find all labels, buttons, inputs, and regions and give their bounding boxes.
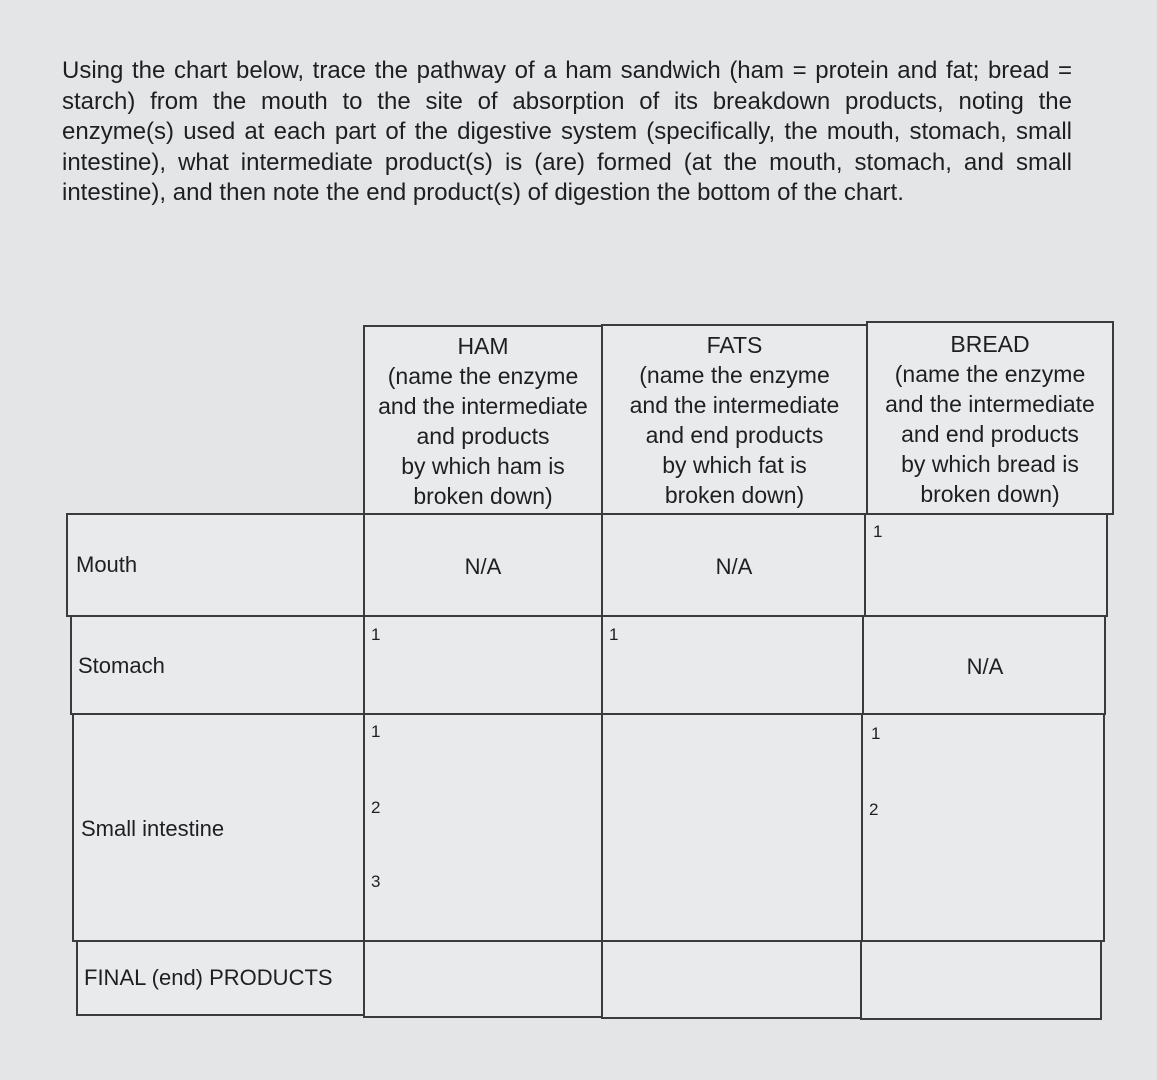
cell-final-ham (363, 940, 603, 1018)
mouth-ham-value: N/A (464, 554, 502, 579)
cell-final-bread (860, 940, 1102, 1020)
row-label-mouth: Mouth (76, 552, 138, 577)
mouth-bread-number: 1 (873, 522, 883, 541)
cell-stomach-fats (601, 615, 864, 715)
instructions-text: Using the chart below, trace the pathway of a ham sandwich (ham = protein and fat; bread = starch) from the mouth to the site of absorption of its breakdown products, noting the enzyme(s) used at each part of the digestive system (specifically, the mouth, stomach, small intestine), what intermediate product(s) is (are) formed (at the mouth, stomach, and small intestine), and then note the end product(s) of digestion the bottom of the chart. (62, 57, 1072, 206)
header-bread: BREAD (name the enzyme and the intermediate and end products by which bread is broken down) (885, 331, 1095, 507)
row-label-final: FINAL (end) PRODUCTS (84, 965, 333, 990)
cell-small-intestine-fats (601, 713, 863, 942)
row-label-stomach: Stomach (78, 653, 165, 678)
row-label-small-intestine: Small intestine (81, 816, 225, 841)
cell-stomach-ham (363, 615, 603, 715)
stomach-ham-number: 1 (371, 625, 381, 644)
stomach-fats-number: 1 (609, 625, 619, 644)
small-intestine-ham-number-3: 3 (371, 872, 381, 891)
header-ham: HAM (name the enzyme and the intermediate and products by which ham is broken down) (378, 333, 588, 509)
cell-mouth-bread (864, 513, 1108, 617)
header-fats: FATS (name the enzyme and the intermediate and end products by which fat is broken down) (629, 332, 840, 508)
cell-small-intestine-ham (363, 713, 603, 942)
cell-final-fats (601, 940, 862, 1019)
small-intestine-bread-number-2: 2 (869, 800, 879, 819)
small-intestine-bread-number-1: 1 (871, 724, 881, 743)
cell-small-intestine-bread (861, 713, 1105, 942)
mouth-fats-value: N/A (715, 554, 753, 579)
small-intestine-ham-number-2: 2 (371, 798, 381, 817)
small-intestine-ham-number-1: 1 (371, 722, 381, 741)
stomach-bread-value: N/A (966, 654, 1004, 679)
